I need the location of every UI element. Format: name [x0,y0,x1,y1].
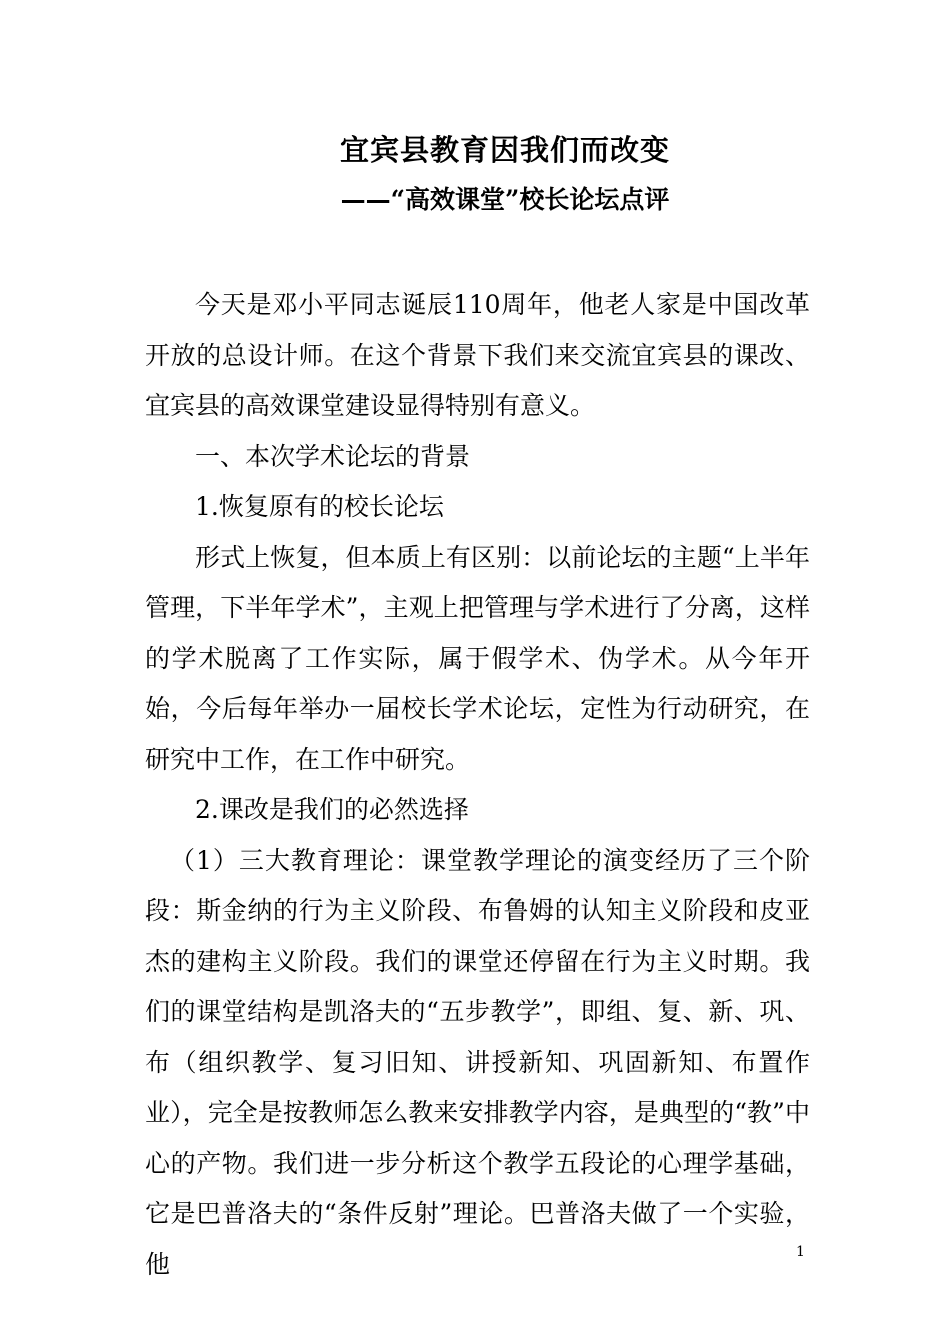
paragraph-three-theories: （1）三大教育理论：课堂教学理论的演变经历了三个阶段：斯金纳的行为主义阶段、布鲁姆的认知主义阶段和皮亚杰的建构主义阶段。我们的课堂还停留在行为主义时期。我们的课堂结构是凯洛夫的“五步教学”，即组、复、新、巩、布（组织教学、复习旧知、讲授新知、巩固新知、布置作业），完全是按教师怎么教来安排教学内容，是典型的“教”中心的产物。我们进一步分析这个教学五段论的心理学基础，它是巴普洛夫的“条件反射”理论。巴普洛夫做了一个实验，他 [145,845,810,1279]
page-number: 1 [796,1244,805,1260]
subheading-reform-choice: 2.课改是我们的必然选择 [195,795,469,824]
document-body [145,280,810,1290]
paragraph-forum-form: 形式上恢复，但本质上有区别：以前论坛的主题“上半年管理，下半年学术”，主观上把管理与学术进行了分离，这样的学术脱离了工作实际，属于假学术、伪学术。从今年开始，今后每年举办一届校长学术论坛，定性为行动研究，在研究中工作，在工作中研究。 [145,542,810,774]
subheading-restore-forum: 1.恢复原有的校长论坛 [195,492,444,521]
document-title: 宜宾县教育因我们而改变 [339,133,670,167]
paragraph-intro: 今天是邓小平同志诞辰110周年，他老人家是中国改革开放的总设计师。在这个背景下我们来交流宜宾县的课改、宜宾县的高效课堂建设显得特别有意义。 [145,290,810,420]
document-subtitle: ——“高效课堂”校长论坛点评 [340,185,670,214]
section-heading-background: 一、本次学术论坛的背景 [195,441,471,471]
